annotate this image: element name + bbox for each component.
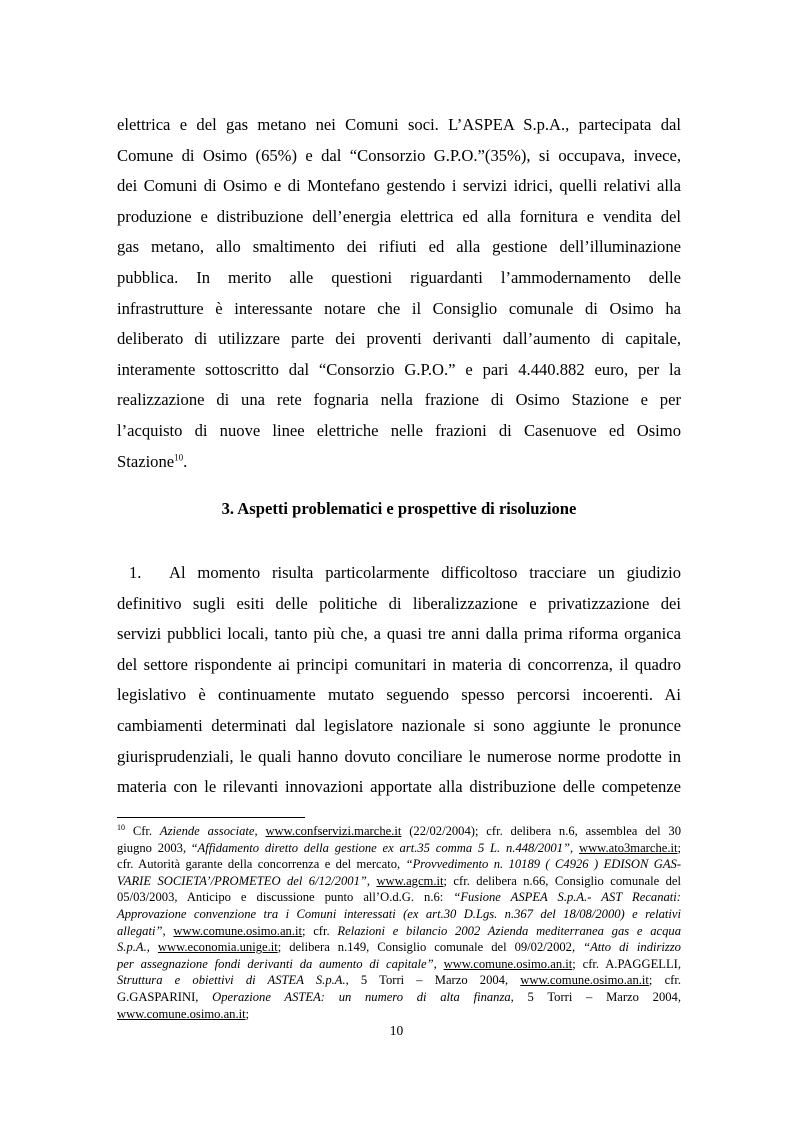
list-number: 1.: [129, 563, 142, 582]
italic-text: “Provvedimento n. 10189 ( C4926 ) EDISON GAS-: [405, 857, 682, 872]
text-line: giurisprudenziali, le quali hanno dovuto conciliare le numerose norme prodotte in: [117, 746, 681, 766]
link[interactable]: www.comune.osimo.an.it: [117, 1006, 246, 1021]
footnote-line: [117, 873, 681, 890]
paragraph-1: [117, 110, 681, 477]
text-line: l’acquisto di nuove linee elettriche nelle frazioni di Casenuove ed Osimo: [117, 420, 681, 440]
text: ; delibera n.149, Consiglio comunale del 09/02/2002,: [277, 940, 584, 955]
link[interactable]: www.ato3marche.it: [578, 840, 678, 855]
footnote-line: [117, 1006, 681, 1023]
footnote-reference[interactable]: 10: [174, 452, 184, 462]
text-line: deliberato di utilizzare parte dei proventi derivanti dall’aumento di capitale,: [117, 329, 681, 349]
text-line: elettrica e del gas metano nei Comuni soci. L’ASPEA S.p.A., partecipata dal: [117, 115, 681, 134]
footnote-line: [117, 889, 681, 906]
text: ; cfr.: [648, 973, 681, 988]
text: ; cfr.: [301, 923, 338, 938]
first-line-text: Al momento risulta particolarmente difficoltoso tracciare un giudizio: [169, 563, 681, 582]
footnote-line: [117, 823, 681, 840]
italic-text: VARIE SOCIETA’/PROMETEO del 6/12/2001”: [117, 873, 367, 888]
italic-text: “Fusione ASPEA S.p.A.- AST Recanati:: [453, 890, 681, 905]
link[interactable]: www.comune.osimo.an.it: [443, 956, 573, 971]
text-line: materia con le rilevanti innovazioni apportate alla distribuzione delle competenze: [117, 777, 681, 797]
italic-text: Relazioni e bilancio 2002 Azienda mediterranea gas e acqua: [337, 923, 682, 938]
italic-text: Struttura e obiettivi di ASTEA S.p.A.: [117, 973, 346, 988]
text-line: [117, 558, 681, 589]
text-line: cambiamenti determinati dal legislatore nazionale si sono aggiunte le pronunce: [117, 715, 681, 735]
italic-text: allegati”: [117, 923, 163, 938]
footnote-line: [117, 989, 681, 1006]
text-line: gas metano, allo smaltimento dei rifiuti ed alla gestione dell’illuminazione: [117, 237, 681, 257]
footnote-line: [117, 939, 681, 956]
text: ,: [254, 824, 266, 838]
italic-text: Operazione ASTEA: un numero di alta finanza: [212, 989, 511, 1004]
italic-text: “Atto di indirizzo: [583, 940, 681, 955]
text-line: interamente sottoscritto dal “Consorzio G.P.O.” e pari 4.440.882 euro, per la: [117, 359, 681, 379]
text: G.GASPARINI,: [117, 989, 213, 1004]
text-line: servizi pubblici locali, tanto più che, a quasi tre anni dalla prima riforma organica: [117, 624, 681, 644]
text: ,: [162, 923, 174, 938]
footnote-line: [117, 972, 681, 989]
text: ; cfr. delibera n.66, Consiglio comunale del: [443, 873, 682, 888]
text: giugno 2003, “: [117, 840, 198, 855]
italic-text: Affidamento diretto della gestione ex art.35 comma 5 L. n.448/2001”: [197, 840, 571, 855]
text-line: realizzazione di una rete fognaria nella frazione di Osimo Stazione e per: [117, 390, 681, 410]
link[interactable]: www.economia.unige.it: [157, 940, 278, 955]
text: cfr. Autorità garante della concorrenza e del mercato,: [117, 857, 406, 872]
link[interactable]: www.comune.osimo.an.it: [173, 923, 302, 938]
text: ,: [433, 956, 444, 971]
italic-text: Approvazione convenzione tra i Comuni interessati (ex art.30 D.Lgs. n.367 del 18/08/2000) e relativi: [117, 906, 681, 921]
text: ; cfr. A.PAGGELLI,: [572, 956, 682, 971]
footnote-line: [117, 923, 681, 940]
text: , 5 Torri – Marzo 2004,: [510, 989, 682, 1004]
link[interactable]: www.comune.osimo.an.it: [520, 973, 649, 988]
last-line-end: .: [183, 451, 188, 471]
italic-text: Aziende associate: [159, 824, 255, 838]
footnote-number: 10: [117, 822, 125, 832]
text-line: legislativo è continuamente mutato seguendo spesso percorsi incoerenti. Ai: [117, 685, 681, 705]
text: , 5 Torri – Marzo 2004,: [345, 973, 521, 988]
page-number: 10: [389, 1023, 404, 1038]
text-line: infrastrutture è interessante notare che il Consiglio comunale di Osimo ha: [117, 298, 681, 318]
link[interactable]: www.agcm.it: [376, 873, 444, 888]
footnote-line: [117, 840, 681, 857]
text-line: Comune di Osimo (65%) e dal “Consorzio G.P.O.”(35%), si occupava, invece,: [117, 145, 681, 165]
footnote-line: [117, 856, 681, 873]
text: ;: [677, 840, 681, 855]
last-line-text: Stazione: [117, 451, 175, 471]
text-line: dei Comuni di Osimo e di Montefano gestendo i servizi idrici, quelli relativi alla: [117, 176, 681, 196]
footnote-line: [117, 956, 681, 973]
text: ,: [570, 840, 579, 855]
text: ,: [366, 873, 377, 888]
text-line: [117, 447, 681, 478]
text: 05/03/2003, Anticipo e discussione punto all’O.d.G. n.6:: [117, 890, 454, 905]
text-line: del settore rispondente ai principi comunitari in materia di concorrenza, il quadro: [117, 654, 681, 674]
text: (22/02/2004); cfr. delibera n.6, assemblea del 30: [401, 824, 682, 838]
paragraph-2: [117, 558, 681, 803]
text: ;: [245, 1006, 250, 1021]
text-line: definitivo sugli esiti delle politiche di liberalizzazione e privatizzazione dei: [117, 593, 681, 613]
text: Cfr.: [132, 824, 160, 838]
text-line: produzione e distribuzione dell’energia elettrica ed alla fornitura e vendita del: [117, 206, 681, 226]
italic-text: S.p.A.: [117, 940, 147, 955]
footnote-line: [117, 906, 681, 923]
text: ,: [146, 940, 158, 955]
italic-text: per assegnazione fondi derivanti da aumento di capitale”: [117, 956, 434, 971]
link[interactable]: www.confservizi.marche.it: [265, 824, 402, 838]
section-heading: 3. Aspetti problematici e prospettive di risoluzione: [221, 499, 577, 518]
footnote-separator: [117, 817, 305, 818]
footnote: [117, 823, 681, 1022]
text-line: pubblica. In merito alle questioni riguardanti l’ammodernamento delle: [117, 267, 681, 287]
